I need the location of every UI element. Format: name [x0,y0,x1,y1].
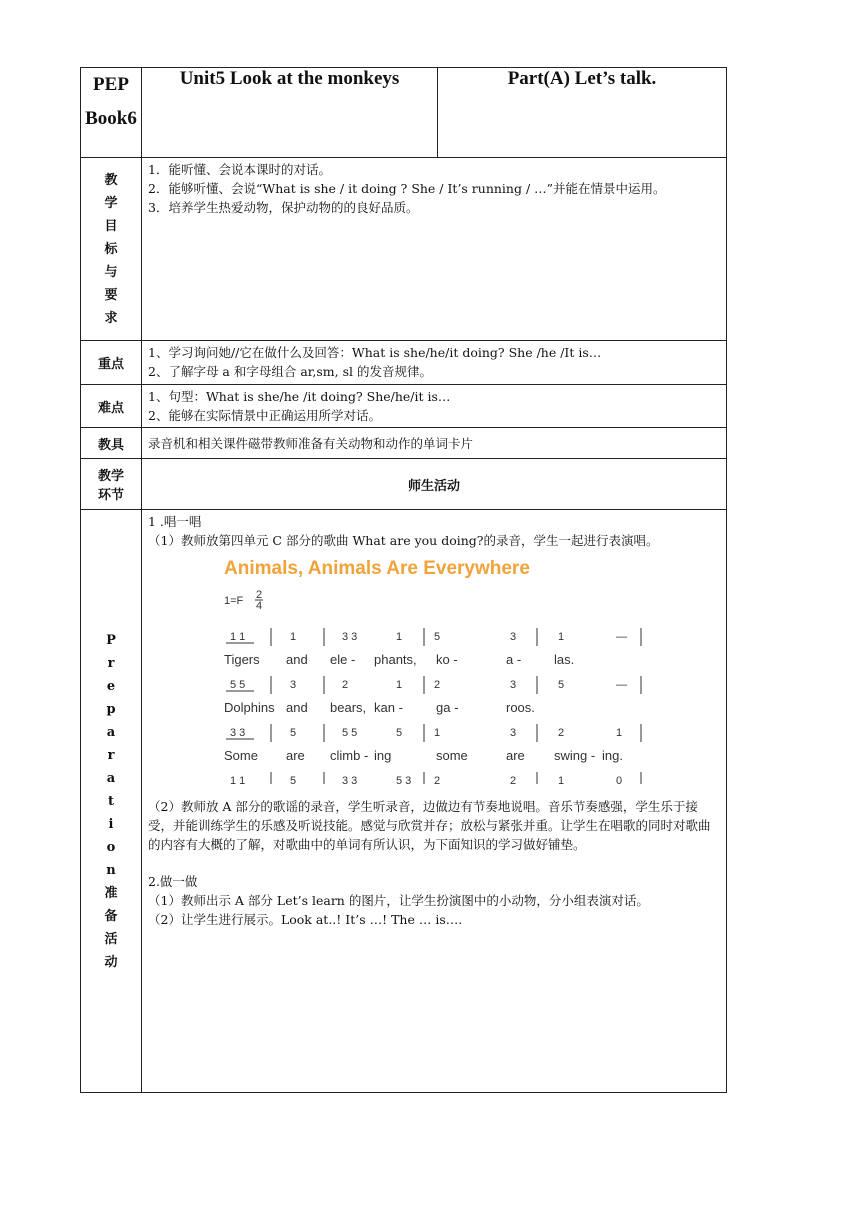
score-note: 1 [396,679,403,691]
difficulty-item: 2、能够在实际情景中正确运用所学对话。 [148,408,381,423]
score-note: 5 5 [342,727,358,739]
book-cell [81,68,142,158]
preparation-label-char: n [106,862,116,878]
score-note: 5 5 [230,679,246,691]
preparation-label-char: P [106,632,116,648]
preparation-row [81,510,727,1093]
score-lyric: Tigers [224,652,260,667]
materials-row [81,428,727,459]
section2-title: 2.做一做 [148,874,198,889]
song-key: 1=F [224,595,244,607]
score-lyric: are [286,748,305,763]
score-note: 3 [510,679,517,691]
section1-step1: （1）教师放第四单元 C 部分的歌曲 What are you doing?的录音，学生一起进行表演唱。 [148,533,659,548]
preparation-label-char: 活 [104,931,118,947]
score-note: 3 [290,679,297,691]
score-lyric: ing. [602,748,623,763]
score-note: 3 3 [230,727,246,739]
preparation-label-char: e [106,678,116,694]
time-signature-bottom: 4 [256,600,263,612]
preparation-label-char: r [107,655,115,671]
book-line1: PEP [93,74,129,95]
score-note: 5 [396,727,403,739]
score-lyric: a - [506,652,522,667]
song-title: Animals, Animals Are Everywhere [224,558,530,579]
score-note: 1 [616,727,623,739]
score-note: 2 [342,679,349,691]
score-note: 3 3 [342,775,358,784]
stage-label-line2: 环节 [97,488,124,503]
unit-title: Unit5 Look at the monkeys [142,68,438,158]
difficulty-item: 1、句型：What is she/he /it doing? She/he/it is… [148,389,451,404]
goal-item: 1．能听懂、会说本课时的对话。 [148,162,331,177]
goals-label-char: 标 [104,241,118,257]
difficulties-row [81,385,727,428]
goals-label-char: 教 [104,172,118,188]
key-points-row [81,341,727,385]
score-lyric: are [506,748,525,763]
goals-label [81,169,141,330]
score-note: 1 [558,775,565,784]
materials-label: 教具 [81,428,142,459]
goals-row [81,158,727,341]
preparation-label-char: r [107,747,115,763]
score-lyric: Some [224,748,258,763]
score-note: 0 [616,775,623,784]
preparation-label-cell [81,510,142,1093]
preparation-label-char: i [108,816,114,832]
preparation-label-char: o [106,839,116,855]
goals-label-char: 学 [104,195,118,211]
preparation-label-char: a [106,724,116,740]
preparation-label-char: 准 [104,885,118,901]
score-note: 5 [290,727,297,739]
goals-label-char: 目 [104,218,118,234]
score-note: 3 3 [342,631,358,643]
stage-row [81,459,727,510]
score-note: 1 [396,631,403,643]
stage-heading: 师生活动 [142,459,727,510]
score-note: 5 3 [396,775,412,784]
section2-step1: （1）教师出示 A 部分 Let’s learn 的图片，让学生扮演图中的小动物，分小组表演对话。 [148,893,649,908]
key-points-content [142,341,727,385]
score-note: 1 [558,631,565,643]
materials-content: 录音机和相关课件磁带教师准备有关动物和动作的单词卡片 [142,428,727,459]
time-signature-top: 2 [256,589,263,601]
score-lyric: and [286,652,308,667]
score-note: 1 1 [230,631,246,643]
score-note: 1 1 [230,775,246,784]
score-lyric: ko - [436,652,458,667]
preparation-label [81,629,141,974]
section2-step2: （2）让学生进行展示。Look at..! It’s …! The … is…. [148,912,463,927]
score-lyric: kan - [374,700,403,715]
score-rows [224,628,641,784]
part-title: Part(A) Let’s talk. [438,68,727,158]
score-lyric: Dolphins [224,700,275,715]
song-score-image [224,556,654,784]
score-lyric: and [286,700,308,715]
score-note: 3 [510,727,517,739]
score-lyric: roos. [506,700,535,715]
goal-item: 3．培养学生热爱动物，保护动物的的良好品质。 [148,200,419,215]
key-points-label: 重点 [81,341,142,385]
score-note: 2 [510,775,517,784]
score-note: 5 [434,631,441,643]
score-note: 3 [510,631,517,643]
stage-label-cell [81,459,142,510]
score-note: — [616,631,627,643]
key-point-item: 2、了解字母 a 和字母组合 ar,sm, sl 的发音规律。 [148,364,432,379]
score-note: 5 [290,775,297,784]
score-lyric: ing [374,748,392,763]
score-note: 5 [558,679,565,691]
preparation-label-char: t [107,793,114,809]
score-lyric: some [436,748,468,763]
preparation-content [142,510,727,1093]
key-point-item: 1、学习询问她//它在做什么及回答：What is she/he/it doing? She /he /It is… [148,345,602,360]
lesson-plan-table [80,67,727,1093]
goals-label-char: 与 [104,264,118,280]
score-lyric: bears, [330,700,367,715]
score-lyric: phants, [374,652,417,667]
score-lyric: climb - [330,748,369,763]
score-lyric: las. [554,652,575,667]
score-lyric: ele - [330,652,356,667]
difficulties-label: 难点 [81,385,142,428]
score-note: 2 [434,775,441,784]
preparation-label-char: a [106,770,116,786]
section1-step2: （2）教师放 A 部分的歌谣的录音，学生听录音，边做边有节奏地说唱。音乐节奏感强，学生乐于接受，并能训练学生的乐感及听说技能。感觉与欣赏并存；放松与紧张并重。让学生在唱歌的同时对歌曲的内容有大概的了解，对歌曲中的单词有所认识，为下面知识的学习做好铺垫。 [148,799,711,852]
book-line2: Book6 [85,108,137,129]
score-note: 1 [434,727,441,739]
stage-label-line1: 教学 [97,469,124,484]
header-row [81,68,727,158]
score-lyric: swing - [554,748,596,763]
goal-item: 2．能够听懂、会说“What is she / it doing ? She / It’s running / …”并能在情景中运用。 [148,181,666,196]
goals-label-char: 求 [104,310,118,326]
preparation-label-char: 备 [104,908,118,924]
goals-content [142,158,727,341]
score-note: — [616,679,627,691]
preparation-label-char: p [106,701,116,717]
preparation-label-char: 动 [104,954,118,970]
goals-label-char: 要 [104,287,118,303]
goals-label-cell [81,158,142,341]
score-note: 2 [434,679,441,691]
score-note: 1 [290,631,297,643]
section1-title: 1 .唱一唱 [148,514,202,529]
score-lyric: ga - [436,700,459,715]
score-note: 2 [558,727,565,739]
difficulties-content [142,385,727,428]
